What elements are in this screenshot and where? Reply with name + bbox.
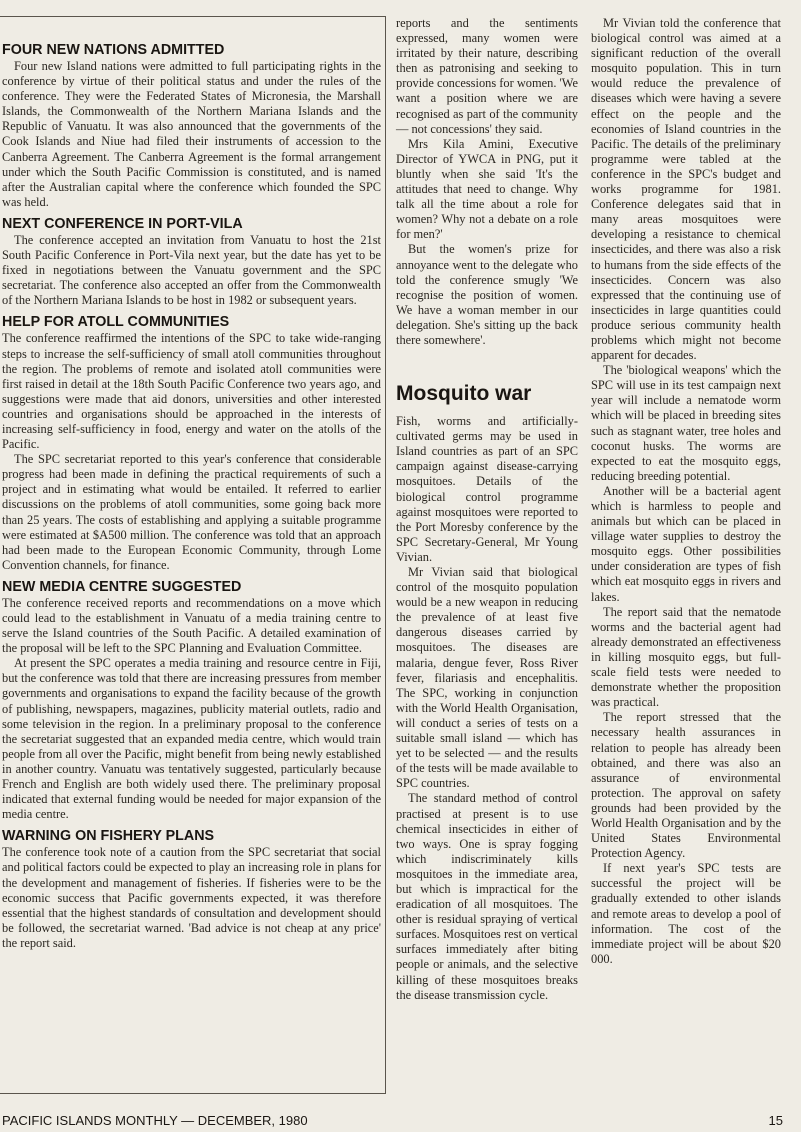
column-left: [0, 16, 386, 1094]
heading-atoll-communities: HELP FOR ATOLL COMMUNITIES: [2, 314, 230, 331]
paragraph: But the women's prize for annoyance went to the delegate who told the conference smugly 'We recognise the position of women. We have a woman member in our delegation. She's sitting up the back there somewhere'.: [396, 242, 578, 347]
paragraph: Mr Vivian told the conference that biological control was aimed at a significant reduction of the overall mosquito population. This in turn would reduce the prevalence of diseases which were having a severe effect on the people and the economies of Island countries in the Pacific. The details of the preliminary programme were tabled at the conference in the SPC's budget and works programme for 1981. Conference delegates said that in many areas mosquitoes were developing a resistance to chemical insecticides, and there was also a risk to humans from the side effects of the insecticides. Concern was also expressed that the continuing use of insecticides in large quantities could produce serious community health problems which might not become apparent for decades.: [591, 16, 781, 363]
heading-fishery-plans: WARNING ON FISHERY PLANS: [2, 828, 215, 845]
footer-publication: PACIFIC ISLANDS MONTHLY — DECEMBER, 1980: [2, 1113, 308, 1128]
paragraph: Fish, worms and artificially-cultivated germs may be used in Island countries as part of an SPC campaign against disease-carrying mosquitoes. Details of the biological control programme against mosquitoes were reported to the Port Moresby conference by the SPC Secretary-General, Mr Young Vivian.: [396, 414, 578, 564]
heading-four-new-nations: FOUR NEW NATIONS ADMITTED: [2, 42, 225, 58]
paragraph: The 'biological weapons' which the SPC will use in its test campaign next year will include a nematode worm which will be placed in breeding sites such as stagnant water, tree holes and coconut husks. The worms are expected to eat the mosquito eggs, reducing breeding potential.: [591, 363, 781, 483]
paragraph: At present the SPC operates a media training and resource centre in Fiji, but the conference was told that there are increasing pressures from member governments and organisations to expand the facility because of the growth of publishing, newspapers, magazines, publicity material outlets, radio and some television in the region. In a preliminary proposal to the conference the secretariat suggested that an expanded media centre, which would train people from all over the Pacific, might benefit from being newly established in another country. Vanuatu was tentatively suggested, particularly because French and English are both widely used there. The preliminary proposal indicated that external funding would be needed for major expansion of the media centre.: [2, 656, 381, 822]
paragraph: Four new Island nations were admitted to full participating rights in the conference by virtue of their political status and under the rules of the conference. They were the Federated States of Micronesia, the Marshall Islands, the Commonwealth of the Northern Mariana Islands and the Republic of Vanuatu. It was also announced that the governments of the Cook Islands and Niue had filed their instruments of accession to the Canberra Agreement. The Canberra Agreement is the formal arrangement under which the South Pacific Commission is constituted, and is named after the Australian capital where the conference which founded the SPC was held.: [2, 59, 381, 209]
paragraph: Mrs Kila Amini, Executive Director of YWCA in PNG, put it bluntly when she said 'It's the attitudes that need to change. Why talk all the time about a role for women? Why not a debate on a role for men?': [396, 136, 578, 242]
paragraph: The SPC secretariat reported to this year's conference that considerable progress had been made in defining the practical requirements of such a project and in estimating what would be entailed. It referred to earlier discussions on the problems of atoll communities, some going back more than 25 years. The costs of establishing and applying a suitable programme were estimated at $A500 million. The conference was told that an approach had been made to the European Economic Community, through Lome Convention channels, for finance.: [2, 452, 381, 572]
paragraph: The conference received reports and recommendations on a move which could lead to the establishment in Vanuatu of a media training centre to serve the Island countries of the South Pacific. A detailed examination of the proposal will be left to the SPC Planning and Evaluation Committee.: [2, 595, 381, 656]
paragraph: Another will be a bacterial agent which is harmless to people and animals but which can be placed in village water supplies to destroy the mosquito eggs. Other possibilities under consideration are types of fish which eat mosquito eggs in rivers and lakes.: [591, 483, 781, 604]
heading-mosquito-war: Mosquito war: [396, 382, 532, 406]
paragraph: The conference accepted an invitation from Vanuatu to host the 21st South Pacific Conference in Port-Vila next year, but the date has yet to be fixed in negotiations between the Vanuatu government and the SPC secretariat. The conference also accepted an offer from the Commonwealth of the Northern Mariana Islands to be host in 1982 or subsequent years.: [2, 232, 381, 308]
heading-media-centre: NEW MEDIA CENTRE SUGGESTED: [2, 578, 242, 595]
paragraph: Mr Vivian said that biological control of the mosquito population would be a new weapon in reducing the prevalence of at least five dangerous diseases carried by mosquitoes. The diseases are malaria, dengue fever, Ross River fever, filariasis and encephalitis. The SPC, working in conjunction with the World Health Organisation, will conduct a series of tests on a suitable small island — which has yet to be selected — and the results of the tests will be made available to SPC countries.: [396, 565, 578, 791]
paragraph: The report said that the nematode worms and the bacterial agent had already demonstrated an effectiveness in killing mosquito eggs, but full-scale field tests were needed to demonstrate whether the proposition was practical.: [591, 604, 781, 710]
column-right: [587, 16, 783, 967]
paragraph: The standard method of control practised at present is to use chemical insecticides in either of two ways. One is spray fogging which indiscriminately kills mosquitoes in the immediate area, but which is impractical for the eradication of all mosquitoes. The other is residual spraying of vertical surfaces. Mosquitoes rest on vertical surfaces immediately after biting people or animals, and the selective killing of these mosquitoes breaks the disease transmission cycle.: [396, 791, 578, 1002]
paragraph: The report stressed that the necessary health assurances in relation to people has already been obtained, and there was also an assurance of environmental protection. The approval on safety grounds had been provided by the World Health Organisation and by the United States Environmental Protection Agency.: [591, 710, 781, 861]
paragraph: The conference reaffirmed the intentions of the SPC to take wide-ranging steps to increase the self-sufficiency of small atoll communities throughout the region. The problems of remote and isolated atoll communities were first raised in detail at the 18th South Pacific Conference two years ago, and suggestions were made that aid donors, universities and other interested countries and organisations should be approached in the interests of increasing self-sufficiency in food, energy and water on the atolls of the Pacific.: [2, 331, 381, 452]
page-number: 15: [768, 1113, 783, 1128]
paragraph: The conference took note of a caution from the SPC secretariat that social and political factors could be expected to play an increasing role in plans for the development and management of fisheries. If fisheries were to be the economic success that Pacific governments expected, it was therefore essential that the highest standards of consultation and development should be followed, the secretariat warned. 'Bad advice is not cheap at any price' the report said.: [2, 845, 381, 950]
paragraph: reports and the sentiments expressed, many women were irritated by their nature, describing then as patronising and seeking to provide concessions for women. 'We want a position where we are recognised as part of the community — not concessions' they said.: [396, 16, 578, 136]
column-middle: [392, 16, 580, 1003]
heading-next-conference: NEXT CONFERENCE IN PORT-VILA: [2, 215, 243, 232]
paragraph: If next year's SPC tests are successful the project will be gradually extended to other islands and remote areas to develop a pool of information. The cost of the immediate project will be about $20 000.: [591, 861, 781, 966]
